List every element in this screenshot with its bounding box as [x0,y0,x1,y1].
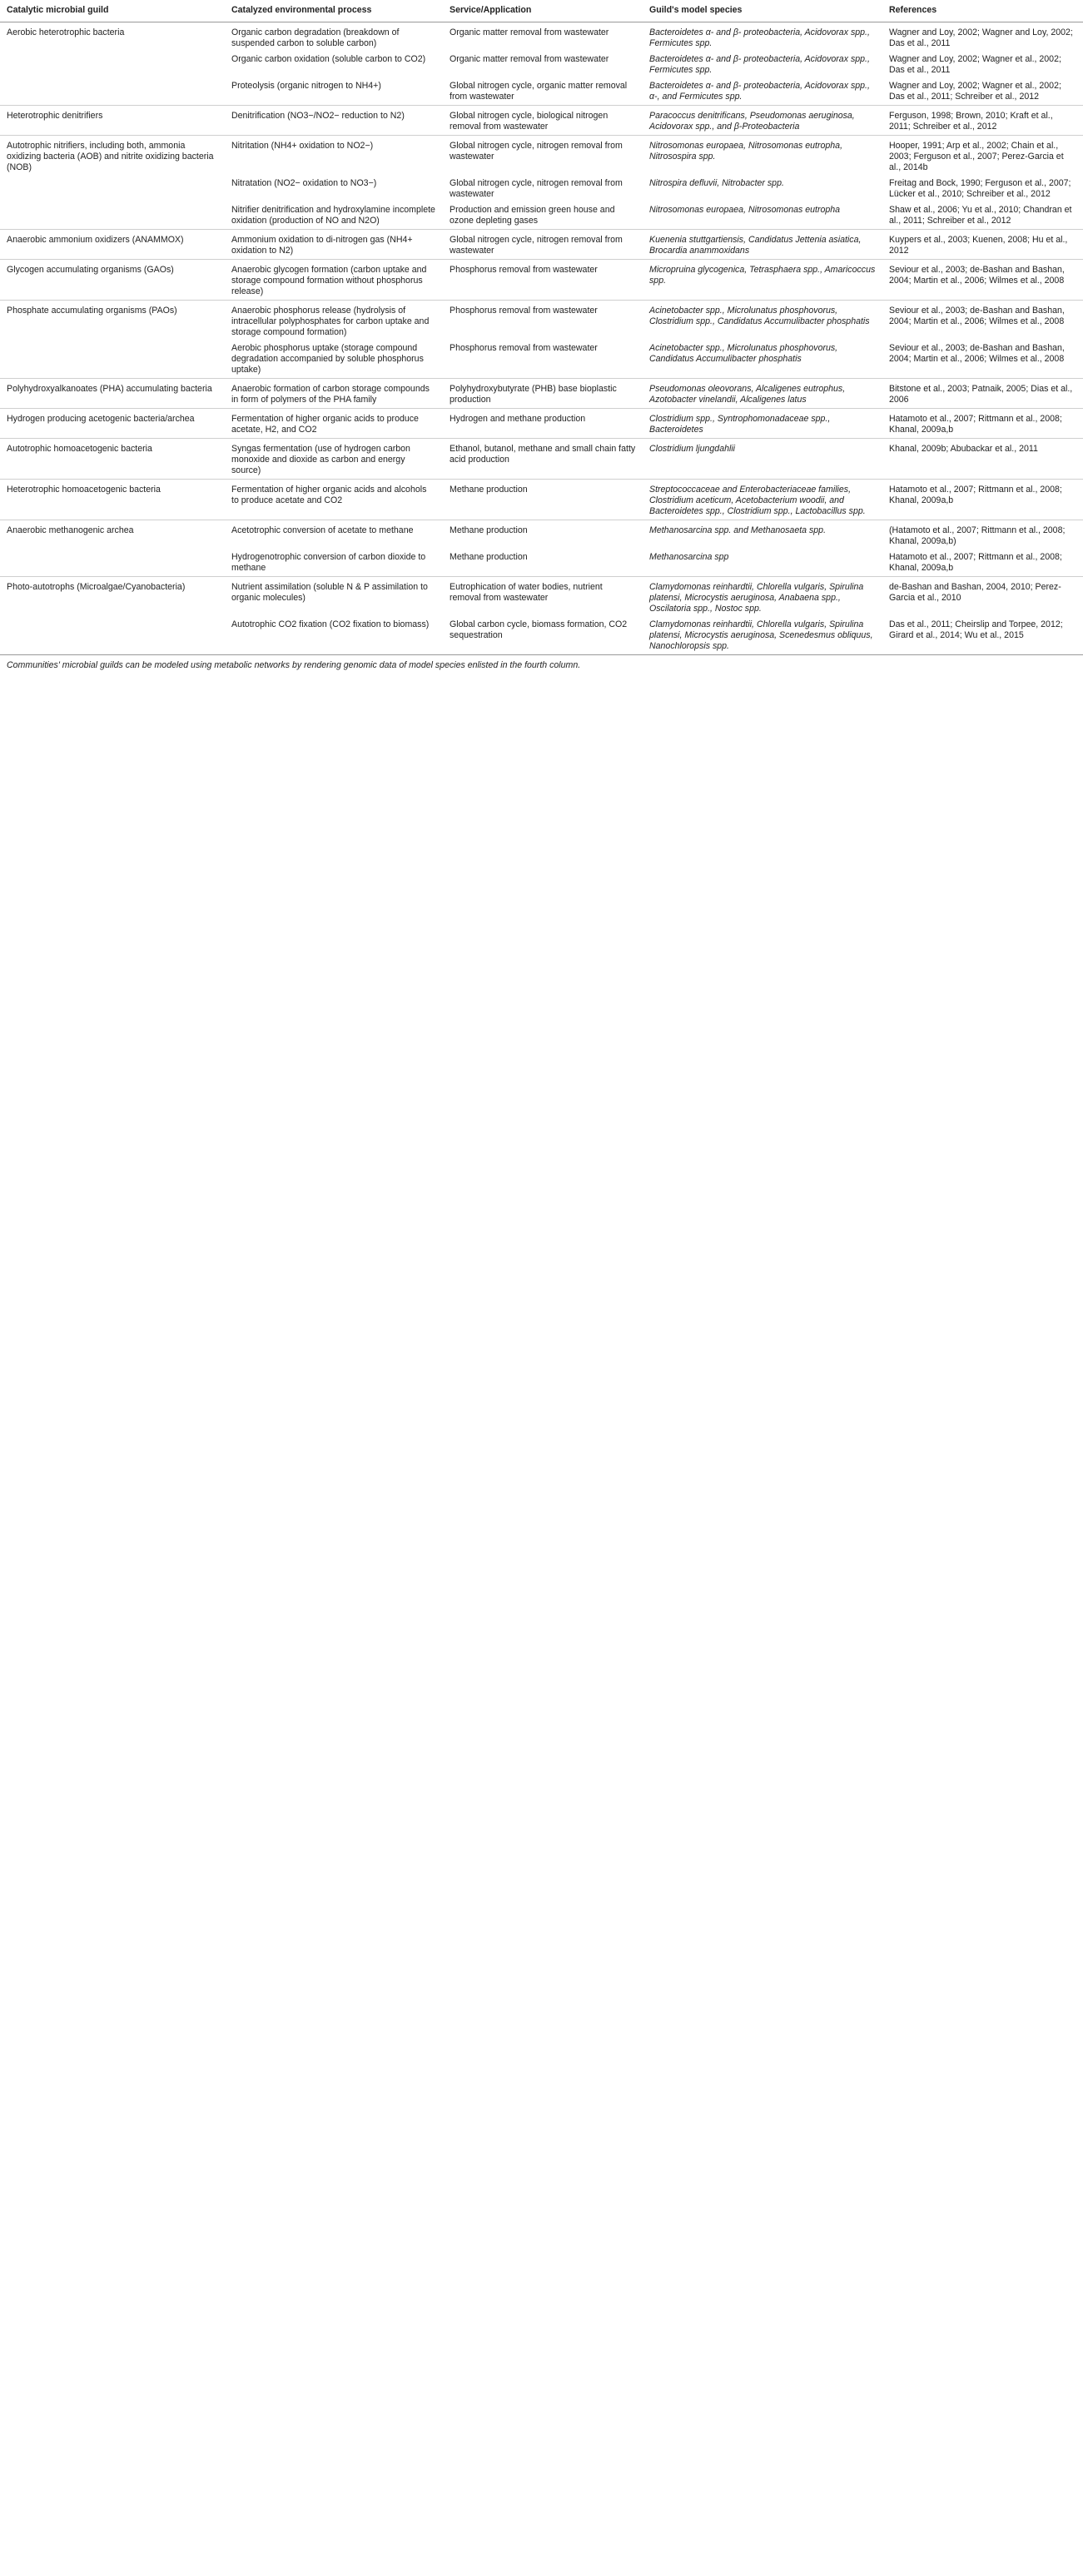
service-cell: Organic matter removal from wastewater [443,22,643,52]
service-cell: Ethanol, butanol, methane and small chain fatty acid production [443,439,643,480]
guild-cell: Autotrophic nitrifiers, including both, ammonia oxidizing bacteria (AOB) and nitrite oxidizing bacteria (NOB) [0,136,225,177]
table-row [0,106,1083,136]
process-cell: Aerobic phosphorus uptake (storage compound degradation accompanied by soluble phosphorus uptake) [231,343,424,375]
header-references: References [882,0,1083,22]
references-cell: Wagner and Loy, 2002; Wagner and Loy, 2002; Das et al., 2011 [882,22,1083,52]
table-row [0,301,1083,341]
references-cell: Wagner and Loy, 2002; Wagner et al., 2002; Das et al., 2011; Schreiber et al., 2012 [889,81,1061,102]
species-cell: Clamydomonas reinhardtii, Chlorella vulgaris, Spirulina platensi, Microcystis aeruginosa, Anabaena spp., Oscilatoria spp., Nostoc spp. [643,577,882,618]
references-cell: Hatamoto et al., 2007; Rittmann et al., 2008; Khanal, 2009a,b [882,480,1083,520]
table-body [0,22,1083,655]
guild-cell: Hydrogen producing acetogenic bacteria/archea [0,409,225,439]
process-cell: Fermentation of higher organic acids and alcohols to produce acetate and CO2 [225,480,443,520]
process-cell: Proteolysis (organic nitrogen to NH4+) [231,81,381,91]
guild-cell [0,341,225,379]
references-cell: Ferguson, 1998; Brown, 2010; Kraft et al., 2011; Schreiber et al., 2012 [882,106,1083,136]
service-cell: Phosphorus removal from wastewater [450,343,598,353]
species-cell: Clostridium ljungdahlii [643,439,882,480]
process-cell: Denitrification (NO3−/NO2− reduction to N2) [225,106,443,136]
service-cell: Global nitrogen cycle, biological nitrogen removal from wastewater [443,106,643,136]
references-cell: Shaw et al., 2006; Yu et al., 2010; Chandran et al., 2011; Schreiber et al., 2012 [889,205,1072,226]
guild-cell: Anaerobic ammonium oxidizers (ANAMMOX) [0,230,225,260]
microbial-guild-table [0,0,1083,654]
table-row [0,341,1083,379]
table-row [0,176,1083,202]
guild-cell [0,52,225,78]
table-row [0,78,1083,106]
species-cell: Bacteroidetes α- and β- proteobacteria, Acidovorax spp., Fermicutes spp. [643,22,882,52]
guild-cell: Photo-autotrophs (Microalgae/Cyanobacteria) [0,577,225,618]
service-cell: Organic matter removal from wastewater [450,54,609,64]
species-cell: Nitrosomonas europaea, Nitrosomonas eutropha, Nitrosospira spp. [643,136,882,177]
guild-cell: Aerobic heterotrophic bacteria [0,22,225,52]
table-row [0,52,1083,78]
process-cell: Nitratation (NO2− oxidation to NO3−) [231,178,377,188]
guild-cell: Anaerobic methanogenic archea [0,520,225,550]
species-cell: Paracoccus denitrificans, Pseudomonas aeruginosa, Acidovorax spp., and β-Proteobacteria [643,106,882,136]
service-cell: Hydrogen and methane production [443,409,643,439]
species-cell: Pseudomonas oleovorans, Alcaligenes eutrophus, Azotobacter vinelandii, Alcaligenes latus [643,379,882,409]
species-cell: Clamydomonas reinhardtii, Chlorella vulgaris, Spirulina platensi, Microcystis aeruginosa, Scenedesmus obliquus, Nanochloropsis spp. [649,619,873,651]
process-cell: Organic carbon oxidation (soluble carbon to CO2) [231,54,426,64]
process-cell: Anaerobic glycogen formation (carbon uptake and storage compound formation without phosphorus release) [225,260,443,301]
service-cell: Polyhydroxybutyrate (PHB) base bioplastic production [443,379,643,409]
references-cell: Hatamoto et al., 2007; Rittmann et al., 2008; Khanal, 2009a,b [889,552,1062,573]
service-cell: Methane production [450,552,528,562]
service-cell: Production and emission green house and ozone depleting gases [450,205,615,226]
table-row [0,577,1083,618]
process-cell: Nitritation (NH4+ oxidation to NO2−) [225,136,443,177]
table-row [0,550,1083,577]
service-cell: Global nitrogen cycle, organic matter removal from wastewater [450,81,628,102]
service-cell: Phosphorus removal from wastewater [443,301,643,341]
references-cell: Khanal, 2009b; Abubackar et al., 2011 [882,439,1083,480]
table-row [0,22,1083,52]
table-row [0,260,1083,301]
species-cell: Methanosarcina spp. and Methanosaeta spp. [643,520,882,550]
process-cell: Anaerobic phosphorus release (hydrolysis of intracellular polyphosphates for carbon uptake and storage compound formation) [225,301,443,341]
table-row [0,379,1083,409]
table-row [0,439,1083,480]
references-cell: Das et al., 2011; Cheirslip and Torpee, 2012; Girard et al., 2014; Wu et al., 2015 [889,619,1063,640]
species-cell: Streptococcaceae and Enterobacteriaceae families, Clostridium aceticum, Acetobacterium woodii, and Bacteroidetes spp., Clostridium spp., Lactobacillus spp. [643,480,882,520]
references-cell: Seviour et al., 2003; de-Bashan and Bashan, 2004; Martin et al., 2006; Wilmes et al., 2008 [882,301,1083,341]
species-cell: Bacteroidetes α- and β- proteobacteria, Acidovorax spp., Fermicutes spp. [649,54,870,75]
service-cell: Global nitrogen cycle, nitrogen removal from wastewater [443,230,643,260]
species-cell: Nitrosomonas europaea, Nitrosomonas eutropha [649,205,841,215]
species-cell: Methanosarcina spp [649,552,729,562]
service-cell: Global nitrogen cycle, nitrogen removal from wastewater [450,178,623,199]
guild-cell: Glycogen accumulating organisms (GAOs) [0,260,225,301]
table-row [0,480,1083,520]
table-row [0,409,1083,439]
service-cell: Methane production [443,480,643,520]
references-cell: Freitag and Bock, 1990; Ferguson et al., 2007; Lücker et al., 2010; Schreiber et al., 2012 [889,178,1071,199]
guild-cell [0,202,225,230]
references-cell: Bitstone et al., 2003; Patnaik, 2005; Dias et al., 2006 [882,379,1083,409]
header-guild: Catalytic microbial guild [0,0,225,22]
references-cell: Kuypers et al., 2003; Kuenen, 2008; Hu et al., 2012 [882,230,1083,260]
guild-cell [0,176,225,202]
header-species: Guild's model species [643,0,882,22]
species-cell: Clostridium spp., Syntrophomonadaceae spp., Bacteroidetes [643,409,882,439]
guild-cell: Heterotrophic denitrifiers [0,106,225,136]
process-cell: Syngas fermentation (use of hydrogen carbon monoxide and dioxide as carbon and energy source) [225,439,443,480]
species-cell: Micropruina glycogenica, Tetrasphaera spp., Amaricoccus spp. [643,260,882,301]
service-cell: Eutrophication of water bodies, nutrient removal from wastewater [443,577,643,618]
process-cell: Autotrophic CO2 fixation (CO2 fixation to biomass) [231,619,430,629]
process-cell: Organic carbon degradation (breakdown of suspended carbon to soluble carbon) [225,22,443,52]
references-cell: Hooper, 1991; Arp et al., 2002; Chain et al., 2003; Ferguson et al., 2007; Perez-Garcia et al., 2014b [882,136,1083,177]
header-process: Catalyzed environmental process [225,0,443,22]
process-cell: Nutrient assimilation (soluble N & P assimilation to organic molecules) [225,577,443,618]
references-cell: de-Bashan and Bashan, 2004, 2010; Perez-Garcia et al., 2010 [882,577,1083,618]
guild-cell [0,78,225,106]
table-footnote: Communities' microbial guilds can be modeled using metabolic networks by rendering genomic data of model species enlisted in the fourth column. [0,654,1083,675]
service-cell: Global nitrogen cycle, nitrogen removal from wastewater [443,136,643,177]
guild-cell [0,617,225,654]
table-row [0,230,1083,260]
references-cell: Hatamoto et al., 2007; Rittmann et al., 2008; Khanal, 2009a,b [882,409,1083,439]
table-row [0,617,1083,654]
species-cell: Nitrospira defluvii, Nitrobacter spp. [649,178,784,188]
references-cell: Wagner and Loy, 2002; Wagner et al., 2002; Das et al., 2011 [889,54,1061,75]
guild-table-container [0,0,1083,675]
species-cell: Acinetobacter spp., Microlunatus phosphovorus, Clostridium spp., Candidatus Accumulibacter phosphatis [643,301,882,341]
process-cell: Ammonium oxidation to di-nitrogen gas (NH4+ oxidation to N2) [225,230,443,260]
process-cell: Anaerobic formation of carbon storage compounds in form of polymers of the PHA family [225,379,443,409]
guild-cell: Heterotrophic homoacetogenic bacteria [0,480,225,520]
guild-cell [0,550,225,577]
table-row [0,520,1083,550]
process-cell: Acetotrophic conversion of acetate to methane [225,520,443,550]
table-row [0,202,1083,230]
references-cell: Seviour et al., 2003; de-Bashan and Bashan, 2004; Martin et al., 2006; Wilmes et al., 2008 [889,343,1065,364]
service-cell: Methane production [443,520,643,550]
guild-cell: Phosphate accumulating organisms (PAOs) [0,301,225,341]
table-header [0,0,1083,22]
header-service: Service/Application [443,0,643,22]
guild-cell: Autotrophic homoacetogenic bacteria [0,439,225,480]
service-cell: Global carbon cycle, biomass formation, CO2 sequestration [450,619,628,640]
species-cell: Bacteroidetes α- and β- proteobacteria, Acidovorax spp., α-, and Fermicutes spp. [649,81,870,102]
process-cell: Hydrogenotrophic conversion of carbon dioxide to methane [231,552,426,573]
species-cell: Acinetobacter spp., Microlunatus phosphovorus, Candidatus Accumulibacter phosphatis [649,343,838,364]
process-cell: Nitrifier denitrification and hydroxylamine incomplete oxidation (production of NO and N2O) [231,205,435,226]
references-cell: Seviour et al., 2003; de-Bashan and Bashan, 2004; Martin et al., 2006; Wilmes et al., 2008 [882,260,1083,301]
table-row [0,136,1083,177]
guild-cell: Polyhydroxyalkanoates (PHA) accumulating bacteria [0,379,225,409]
process-cell: Fermentation of higher organic acids to produce acetate, H2, and CO2 [225,409,443,439]
references-cell: (Hatamoto et al., 2007; Rittmann et al., 2008; Khanal, 2009a,b) [882,520,1083,550]
species-cell: Kuenenia stuttgartiensis, Candidatus Jettenia asiatica, Brocardia anammoxidans [643,230,882,260]
service-cell: Phosphorus removal from wastewater [443,260,643,301]
